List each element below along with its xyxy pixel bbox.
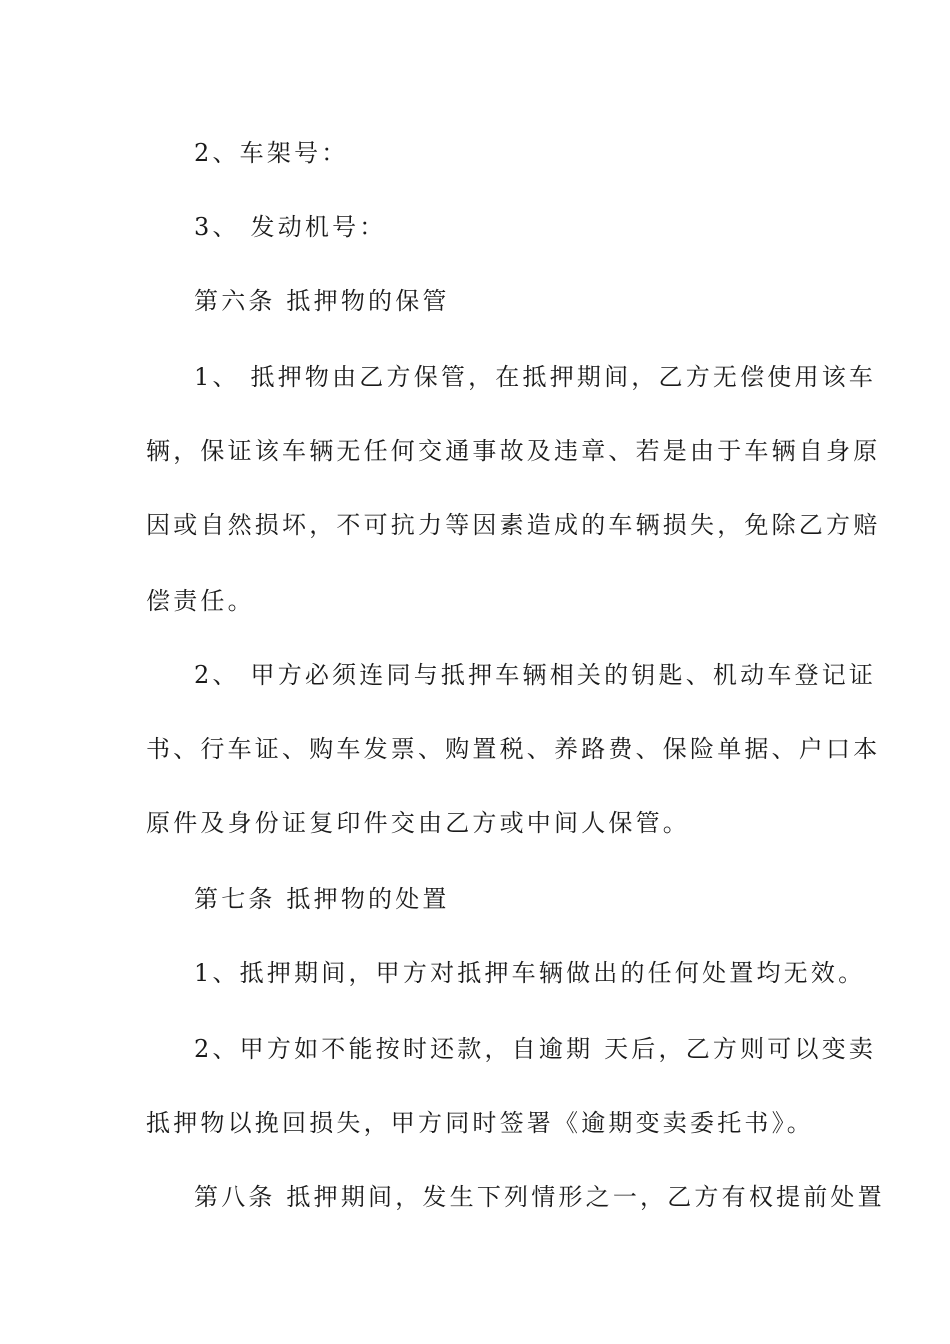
text-line: 偿责任。	[146, 587, 255, 615]
section-heading: 第六条 抵押物的保管	[194, 287, 450, 315]
section-heading: 第八条 抵押期间，发生下列情形之一，乙方有权提前处置	[194, 1183, 885, 1211]
text-line: 因或自然损坏，不可抗力等因素造成的车辆损失，免除乙方赔	[146, 511, 881, 539]
text-line: 2、甲方如不能按时还款，自逾期 天后，乙方则可以变卖	[194, 1035, 877, 1063]
text-line: 2、车架号：	[194, 139, 349, 167]
text-line: 原件及身份证复印件交由乙方或中间人保管。	[146, 809, 690, 837]
text-line: 抵押物以挽回损失，甲方同时签署《逾期变卖委托书》。	[146, 1109, 814, 1137]
text-line: 1、 抵押物由乙方保管，在抵押期间，乙方无偿使用该车	[194, 363, 877, 391]
text-line: 2、 甲方必须连同与抵押车辆相关的钥匙、机动车登记证	[194, 661, 877, 689]
text-line: 3、 发动机号：	[194, 213, 387, 241]
text-line: 辆，保证该车辆无任何交通事故及违章、若是由于车辆自身原	[146, 437, 881, 465]
section-heading: 第七条 抵押物的处置	[194, 885, 450, 913]
text-line: 1、抵押期间，甲方对抵押车辆做出的任何处置均无效。	[194, 959, 866, 987]
text-line: 书、行车证、购车发票、购置税、养路费、保险单据、户口本	[146, 735, 881, 763]
